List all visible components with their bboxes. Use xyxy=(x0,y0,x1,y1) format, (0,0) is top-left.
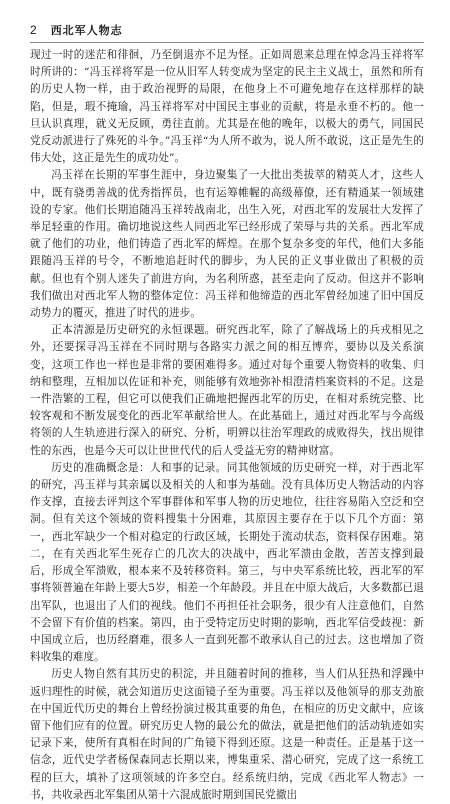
paragraph: 历史人物自然有其历史的积淀，并且随着时间的推移，当人们从狂热和浮躁中返归理性的时候，就会知道历史这面镜子至为重要。冯玉祥以及他领导的那支劲旅在中国近代历史的舞台上曾经扮演过极其重要的角色，在相应的历史文献中，应该留下他们应有的位置。研究历史人物的最公允的做法，就是把他们的活动轨迹如实记录下来，使所有真相在时间的广角镜下得到还原。这是一种责任。正是基于这一信念，近代史学者杨保森同志长期以来，博集重采、潜心研究，完成了这一系统工程的巨大，填补了这项领域的许多空白。经系统归纳，完成《西北军人物志》一书，共收录西北军集团从第十六混成旅时期到国民党撤出 xyxy=(30,668,424,801)
paragraph: 正本清源是历史研究的永恒课题。研究西北军，除了了解战场上的兵戎相见之外，还要探寻冯玉祥在不同时期与各路实力派之间的相互博弈，要协以及关系演变，这项工作也一样也是非常的要困难得多。通过对每个重要人物资料的收集、归纳和整理，互相加以佐证和补充，则能够有效地弥补相澄清档案资料的不足。这是一件浩繁的工程，但它可以使我们正确地把握西北军的历史，在相对系统完整、比较客观和不断发展变化的西北军革献给世人。在此基础上，通过对西北军与今高级将领的人生轨迹进行深入的研究、分析，明辨以往治军理政的成败得失，找出规律性的东西，也是今天可以让世世代代的后人受益无穷的精神财富。 xyxy=(30,324,424,457)
body-text xyxy=(30,47,424,804)
paragraph: 现过一时的迷茫和徘徊，乃至倒退亦不足为怪。正如周恩来总理在悼念冯玉祥将军时所讲的：“冯玉祥将军是一位从旧军人转变成为坚定的民主主义战士，虽然和所有的历史人物一样，由于政治视野的局限，在他身上不可避免地存在这样那样的缺陷，但是，瑕不掩瑜，冯玉祥将军对中国民主事业的贡献，将是永垂不朽的。他一旦认识真理，就义无反顾，勇往直前。尤其是在他的晚年，以极大的勇气，同国民党反动派进行了殊死的斗争。”冯玉祥“为人所不敢为，说人所不敢说，这正是先生的伟大处，这正是先生的成功处”。 xyxy=(30,49,424,165)
page-number: 2 xyxy=(30,23,37,37)
paragraph: 冯玉祥在长期的军事生涯中，身边聚集了一大批出类拔萃的精英人才，这些人中，既有骁勇善战的优秀指挥员，也有运筹帷幄的高级幕僚，还有精通某一领域建设的专家。他们长期追随冯玉祥转战南北，出生入死，对西北军的发展壮大发挥了举足轻重的作用。确切地说这些人同西北军已经形成了荣辱与共的关系。西北军成就了他们的功业，他们铸造了西北军的辉煌。在那个复杂多变的年代，他们大多能跟随冯玉祥的号令，不断地追赶时代的脚步，为人民的正义事业做出了积极的贡献。但也有个别人迷失了前进方向，为名利所惑，甚至走向了反动。但这并不影响我们做出对西北军人物的整体定位：冯玉祥和他缔造的西北军曾经加速了旧中国反动势力的覆灭，推进了时代的进步。 xyxy=(30,169,424,320)
book-title: 西北军人物志 xyxy=(50,24,123,37)
paragraph: 历史的准确概念是：人和事的记录。同其他领域的历史研究一样，对于西北军的研究，冯玉祥与其亲属以及相关的人和事为基础。没有具体历史人物活动的内容作支撑，直接去评判这个军事群体和军事人物的历史地位，往往容易陷入空泛和空洞。但有关这个领域的资料搜集十分困难，其原因主要存在于以下几个方面：第一，西北军缺少一个相对稳定的行政区域，长期处于流动状态，资料保存困难。第二，在有关西北军生死存亡的几次大的决战中，西北军溃由金散，苦苦支撑到最后，形成全军溃败，根本来不及转移资料。第三，与中央军系统比较，西北军的军事将领普遍在年龄上要大5岁，相差一个年龄段。并且在中原大战后，大多数都已退出军队，也退出了人们的视线。他们不再担任社会职务，很少有人注意他们，自然不会留下有价值的档案。第四，由于受特定历史时期的影响，西北军信受歧视：新中国成立后，也历经磨难，很多人一直到死都不敢承认自己的过去。这也增加了资料收集的难度。 xyxy=(30,461,424,664)
running-head xyxy=(30,22,424,43)
